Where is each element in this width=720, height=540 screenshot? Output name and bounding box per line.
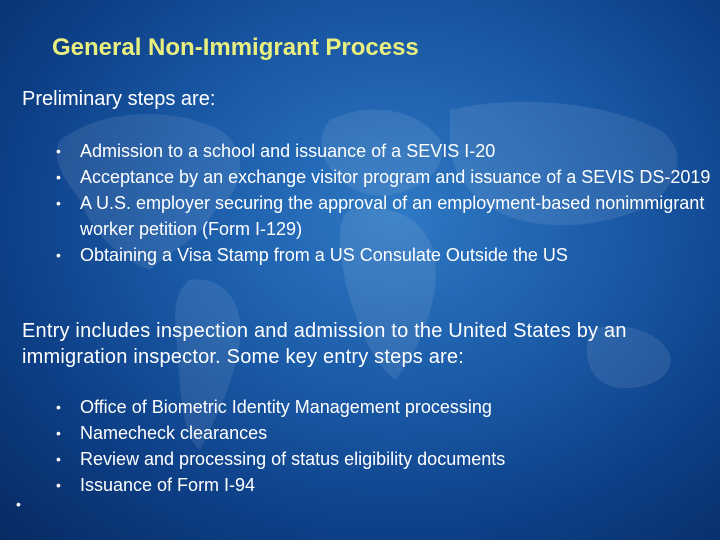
slide-title: General Non-Immigrant Process	[52, 34, 419, 61]
bullet-icon: •	[56, 143, 61, 159]
entry-steps-list	[56, 394, 676, 498]
list-item	[56, 472, 676, 498]
empty-bullet-icon: •	[16, 496, 21, 512]
list-item	[56, 242, 716, 268]
list-item	[56, 138, 716, 164]
bullet-icon: •	[56, 399, 61, 415]
bullet-icon: •	[56, 477, 61, 493]
list-item-text: Acceptance by an exchange visitor program and issuance of a SEVIS DS-2019	[80, 167, 711, 187]
list-item-text: Office of Biometric Identity Management processing	[80, 397, 492, 417]
list-item	[56, 190, 716, 242]
list-item-text: Obtaining a Visa Stamp from a US Consulate Outside the US	[80, 245, 568, 265]
list-item-text: Admission to a school and issuance of a SEVIS I-20	[80, 141, 496, 161]
list-item-text: Namecheck clearances	[80, 423, 268, 443]
bullet-icon: •	[56, 195, 61, 211]
list-item	[56, 164, 716, 190]
list-item-text: A U.S. employer securing the approval of an employment-based nonimmigrant worker petition (Form I-129)	[80, 193, 705, 239]
bullet-icon: •	[56, 451, 61, 467]
preliminary-steps-intro: Preliminary steps are:	[22, 88, 216, 110]
list-item	[56, 394, 676, 420]
list-item	[56, 446, 676, 472]
preliminary-steps-list	[56, 138, 716, 268]
bullet-icon: •	[56, 425, 61, 441]
list-item-text: Issuance of Form I-94	[80, 475, 256, 495]
bullet-icon: •	[56, 169, 61, 185]
bullet-icon: •	[56, 247, 61, 263]
list-item	[56, 420, 676, 446]
entry-steps-intro: Entry includes inspection and admission to the United States by an immigration inspector. Some key entry steps are:	[22, 320, 627, 368]
list-item-text: Review and processing of status eligibility documents	[80, 449, 506, 469]
